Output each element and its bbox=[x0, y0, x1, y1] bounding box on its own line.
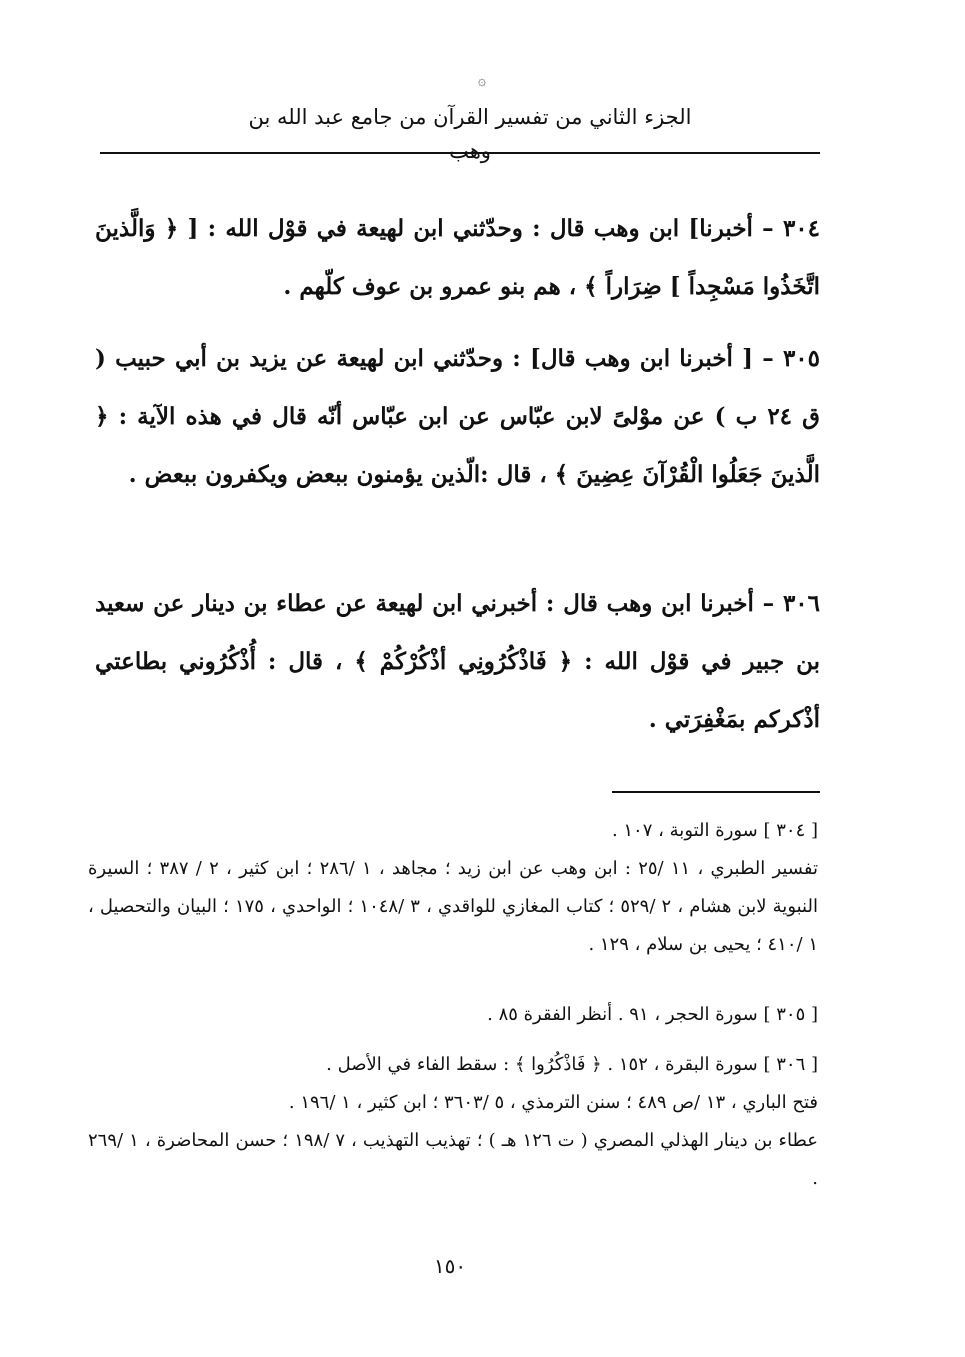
footnote-305 bbox=[88, 996, 818, 1034]
running-header: الجزء الثاني من تفسير القرآن من جامع عبد الله بن وهب bbox=[248, 105, 692, 163]
header-rule bbox=[100, 152, 820, 154]
paragraph-306: ٣٠٦ – أخبرنا ابن وهب قال : أخبرني ابن لهيعة عن عطاء بن دينار عن سعيد بن جبير في قوْل الله : ﴿ فَاذْكُرُونِي أذْكُرْكُمْ ﴾ ، قال : أُذْكُرُوني بطاعتي أذْكركم بمَغْفِرَتي . bbox=[95, 590, 820, 733]
footnote-304 bbox=[88, 812, 818, 964]
paragraph-304: ٣٠٤ – أخبرنا] ابن وهب قال : وحدّثني ابن لهيعة في قوْل الله : [ ﴿ وَالَّذينَ اتَّخَذُوا مَسْجِداً ] ضِرَاراً ﴾ ، هم بنو عمرو بن عوف كلّهم . bbox=[95, 215, 820, 300]
footnote-line: فتح الباري ، ١٣ /ص ٤٨٩ ؛ سنن الترمذي ، ٥ /٣٦٠٣ ؛ ابن كثير ، ١ /١٩٦ . bbox=[288, 1092, 818, 1113]
footnote-line: [ ٣٠٦ ] سورة البقرة ، ١٥٢ . ﴿ فَاذْكُرُوا ﴾ : سقط الفاء في الأصل . bbox=[326, 1054, 818, 1075]
footnote-line: [ ٣٠٤ ] سورة التوبة ، ١٠٧ . bbox=[611, 820, 818, 841]
footnote-306 bbox=[88, 1046, 818, 1198]
paragraph-305: ٣٠٥ – [ أخبرنا ابن وهب قال] : وحدّثني ابن لهيعة عن يزيد بن أبي حبيب ( ق ٢٤ ب ) عن موْلىً لابن عبّاس عن ابن عبّاس أنّه قال في هذه الآية : ﴿ الَّذينَ جَعَلُوا الْقُرْآنَ عِضِينَ ﴾ ، قال :الّذين يؤمنون ببعض ويكفرون ببعض . bbox=[95, 345, 820, 488]
page-number: ١٥٠ bbox=[433, 1254, 467, 1278]
header-ornament-icon: ۞ bbox=[477, 73, 487, 89]
footnote-rule bbox=[612, 791, 820, 793]
footnote-line: عطاء بن دينار الهذلي المصري ( ت ١٢٦ هـ ) ؛ تهذيب التهذيب ، ٧ /١٩٨ ؛ حسن المحاضرة ، ١ /٢٦٩ . bbox=[88, 1130, 818, 1189]
footnote-line: تفسير الطبري ، ١١ /٢٥ : ابن وهب عن ابن زيد ؛ مجاهد ، ١ /٢٨٦ ؛ ابن كثير ، ٢ / ٣٨٧ ؛ السيرة النبوية لابن هشام ، ٢ /٥٢٩ ؛ كتاب المغازي للواقدي ، ٣ /١٠٤٨ ؛ الواحدي ، ١٧٥ ؛ البيان والتحصيل ، ١ /٤١٠ ؛ يحيى بن سلام ، ١٢٩ . bbox=[88, 858, 818, 955]
footnote-line: [ ٣٠٥ ] سورة الحجر ، ٩١ . أنظر الفقرة ٨٥ . bbox=[487, 1004, 818, 1025]
